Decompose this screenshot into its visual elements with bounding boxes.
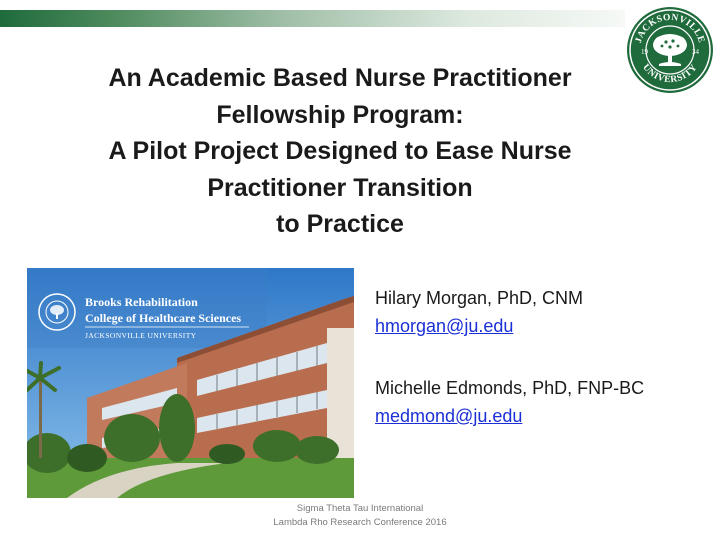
author-name: Michelle Edmonds, PhD, FNP-BC (375, 378, 645, 398)
author-name: Hilary Morgan, PhD, CNM (375, 288, 584, 308)
sign-line-1: Brooks Rehabilitation (85, 295, 198, 309)
slide-title (20, 60, 660, 243)
footer-line-1: Sigma Theta Tau International (296, 503, 424, 514)
title-line: A Pilot Project Designed to Ease Nurse (108, 137, 572, 165)
author-email-link[interactable]: hmorgan@ju.edu (375, 316, 514, 336)
slide-footer (230, 502, 490, 530)
header-gradient-band (0, 10, 625, 27)
title-line: Fellowship Program: (216, 100, 464, 129)
sign-line-2: College of Healthcare Sciences (85, 311, 242, 325)
title-line: to Practice (276, 210, 404, 238)
footer-line-2: Lambda Rho Research Conference 2016 (273, 517, 447, 528)
author-contacts (375, 284, 715, 430)
seal-bottom-text: UNIVERSITY (640, 62, 700, 86)
title-line: An Academic Based Nurse Practitioner (108, 64, 572, 92)
author-email-link[interactable]: medmond@ju.edu (375, 406, 523, 426)
title-line: Practitioner Transition (207, 173, 473, 202)
seal-right-number: 34 (692, 48, 699, 56)
seal-top-text: JACKSONVILLE (633, 12, 707, 45)
seal-left-number: 19 (641, 48, 648, 56)
sign-line-3: JACKSONVILLE UNIVERSITY (85, 331, 197, 340)
campus-building-photo (27, 268, 354, 498)
